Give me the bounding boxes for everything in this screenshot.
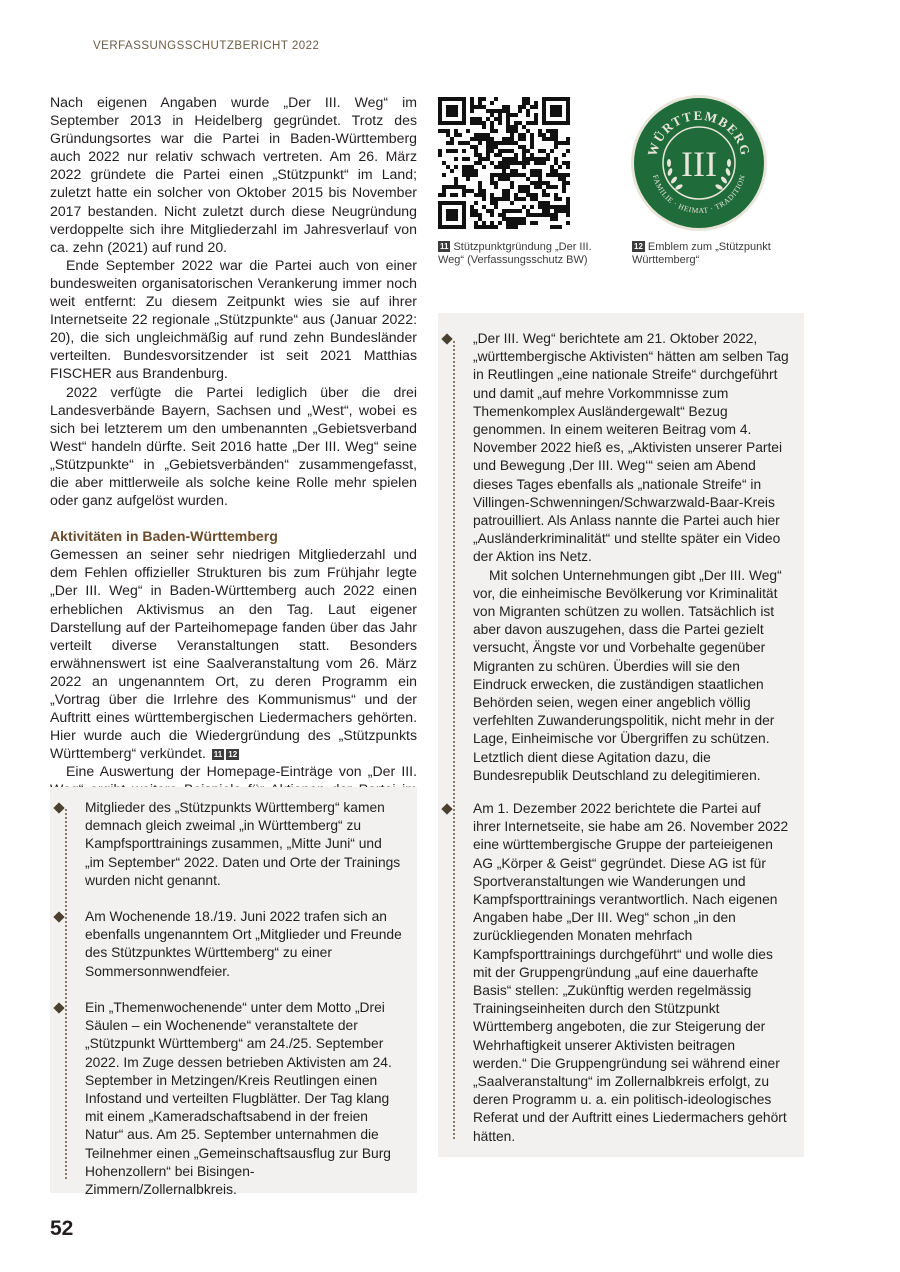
caption-text: Stützpunktgründung „Der III. Weg“ (Verfassungsschutz BW) [438, 241, 592, 266]
diamond-bullet-icon [441, 333, 452, 344]
emblem-numeral: III [681, 144, 717, 184]
figure-caption-emblem [632, 241, 772, 267]
figure-number-badge: 11 [440, 242, 449, 251]
paragraph: Eine Auswertung der Homepage-Einträge von „Der III. [66, 763, 417, 780]
paragraph [50, 545, 417, 762]
paragraph-text: Gemessen an seiner sehr niedrigen Mitgliederzahl und dem Fehlen offizieller Strukturen bis zum Frühjahr legte „Der III. Weg“ in Baden-Württemberg auch 2022 einen erheblichen Aktivismus an den Tag. Laut eigener Darstellung auf der Parteihomepage fanden über das Jahr verteilt diverse Veranstaltungen statt. Besonders erwähnenswert ist eine Saalveranstaltung vom 26. März 2022 an ungenanntem Ort, zu deren Programm ein „Vortrag über die Irrlehre des Kommunismus“ und der Auftritt eines württembergischen Liedermachers gehörten. Hier wurde auch die Wiedergründung des „Stützpunkts Württemberg“ verkündet. [50, 546, 417, 762]
page-number: 52 [50, 1217, 74, 1240]
list-item-text: Mit solchen Unternehmungen gibt „Der III. Weg“ vor, die einheimische Bevölkerung vor Kriminalität von Migranten schützen zu wollen. Tatsächlich ist aber davon auszugehen, dass die Partei gezielt versucht, Ängste vor und Vorbehalte gegenüber Migranten zu schüren. Überdies will sie den Eindruck erwecken, die zuständigen staatlichen Behörden seien, wegen einer angeblich völlig verfehlten Zuwanderungspolitik, nicht mehr in der Lage, Einheimische vor Übergriffen zu schützen. Letztlich dient diese Agitation dazu, die Bundesrepublik Deutschland zu delegitimieren. [473, 567, 782, 783]
diamond-bullet-icon [53, 1002, 64, 1013]
diamond-bullet-icon [53, 802, 64, 813]
emblem-bottom-text: FAMILIE · HEIMAT · TRADITION [650, 173, 748, 216]
diamond-bullet-icon [441, 803, 452, 814]
running-header: VERFASSUNGSSCHUTZBERICHT 2022 [93, 40, 320, 52]
paragraph: Ende September 2022 war die Partei auch von einer bundesweiten organisatorischen Verankerung immer noch weit entfernt: Zu diesem Zeitpunkt wies sie auf ihrer Internetseite 22 regionale „Stützpunkte“ aus (Januar 2022: 20), die sich ungleichmäßig auf rund zehn Bundesländer verteilten. Bundesvorsitzender ist seit 2021 Matthias FISCHER aus Brandenburg. [50, 256, 417, 382]
dotted-rule [453, 341, 455, 1139]
activities-list-box [50, 787, 417, 1198]
figure-reference-badge: 12 [228, 750, 238, 760]
list-item-text: Mitglieder des „Stützpunkts Württemberg“ kamen demnach gleich zweimal „in Württemberg“ zu Kampfsporttrainings zusammen, „Mitte Juni“ und „im September“ 2022. Daten und Orte der Trainings wurden nicht genannt. [85, 800, 401, 888]
paragraph: 2022 verfügte die Partei lediglich über die drei Landesverbände Bayern, Sachsen und „West“, wobei es sich bei letzterem um den umbenannten „Gebietsverband West“ handeln dürfte. Seit 2016 hatte „Der III. Weg“ seine „Stützpunkte“ in „Gebietsverbänden“ zusammengefasst, die aber mittlerweile als solche keine Rolle mehr spielen oder ganz aufgelöst wurden. [50, 383, 417, 509]
list-item [85, 999, 403, 1199]
list-item-text: Ein „Themenwochenende“ unter dem Motto „Drei Säulen – ein Wochenende“ veranstaltete der „Stützpunkt Württemberg“ am 24./25. September 2022. Im Zuge dessen betrieben Aktivisten am 24. September in Metzingen/Kreis Reutlingen einen Infostand und verteilten Flugblätter. Der Tag klang mit einem „Kameradschaftsabend in der freien Natur“ aus. Am 25. September unternahmen die Teilnehmer einen „Gemeinschaftsausflug zur Burg Hohenzollern“ bei Bisingen-Zimmern/Zollernalbkreis. [85, 1000, 392, 1198]
qr-code [438, 97, 570, 229]
paragraph: Nach eigenen Angaben wurde „Der III. Weg“ im September 2013 in Heidelberg gegründet. Trotz des Gründungsortes war die Partei in Baden-Württemberg auch 2022 nur relativ schwach vertreten. Am 26. März 2022 gründete die Partei einen „Stützpunkt“ im Land; zuletzt hatte ein solcher von Oktober 2015 bis November 2017 bestanden. Nicht zuletzt durch diese Neugründung verdoppelte sich ihre Mitgliederzahl im Jahresverlauf von ca. zehn (2021) auf rund 20. [50, 94, 417, 255]
caption-text: Emblem zum „Stützpunkt Württemberg“ [632, 241, 771, 266]
section-subheading: Aktivitäten in Baden-Württemberg [50, 528, 278, 545]
list-item [473, 800, 790, 1146]
figure-caption-qr [438, 241, 598, 267]
figure-reference-badge: 11 [213, 750, 223, 760]
diamond-bullet-icon [53, 911, 64, 922]
list-item [85, 799, 403, 890]
list-item-text: Am 1. Dezember 2022 berichtete die Partei auf ihrer Internetseite, sie habe am 26. November 2022 eine württembergische Gruppe der parteieigenen AG „Körper & Geist“ gegründet. Diese AG ist für Sportveranstaltungen wie Wanderungen und Kampfsporttrainings verantwortlich. Nach eigenen Angaben habe „Der III. Weg“ schon „in den zurückliegenden Monaten mehrfach Kampfsporttrainings durchgeführt“ und wolle dies mit der Gruppengründung „auf eine dauerhafte Basis“ stellen: „Zukünftig werden regelmässig Trainingseinheiten durch den Stützpunkt Württemberg angeboten, die zur Steigerung der Wehrhaftigkeit unserer Aktivisten beitragen werden.“ Die Gruppengründung sei während einer „Saalveranstaltung“ im Zollernalbkreis erfolgt, zu deren Programm u. a. ein politisch-ideologisches Referat und der Auftritt eines Liedermachers gehört hätten. [473, 801, 789, 1144]
actions-list-box [438, 313, 804, 1157]
list-item [473, 330, 790, 785]
list-item-text: Am Wochenende 18./19. Juni 2022 trafen sich an ebenfalls ungenanntem Ort „Mitglieder und Freunde des Stützpunktes Württemberg“ zu einer Sommersonnwendfeier. [85, 909, 402, 979]
list-item-text: „Der III. Weg“ berichtete am 21. Oktober 2022, „württembergische Aktivisten“ hätten am selben Tag in Reutlingen „eine nationale Streife“ durchgeführt und damit „auf mehre Vorkommnisse zum Themenkomplex Ausländergewalt“ Bezug genommen. In einem weiteren Beitrag vom 4. November 2022 hieß es, „Aktivisten unserer Partei und Bewegung ‚Der III. Weg‘“ seien am Abend dieses Tages ebenfalls als „nationale Streife“ in Villingen-Schwenningen/Schwarzwald-Baar-Kreis patrouilliert. Als Anlass nannte die Partei auch hier „Ausländerkriminalität“ und stellte später ein Video der Aktion ins Netz. [473, 331, 789, 565]
left-column-text [50, 93, 417, 817]
figure-number-badge: 12 [634, 242, 643, 251]
wuerttemberg-emblem [630, 94, 768, 232]
list-item [85, 908, 403, 981]
dotted-rule [65, 809, 67, 1179]
emblem-top-text: WÜRTTEMBERG [644, 107, 754, 158]
